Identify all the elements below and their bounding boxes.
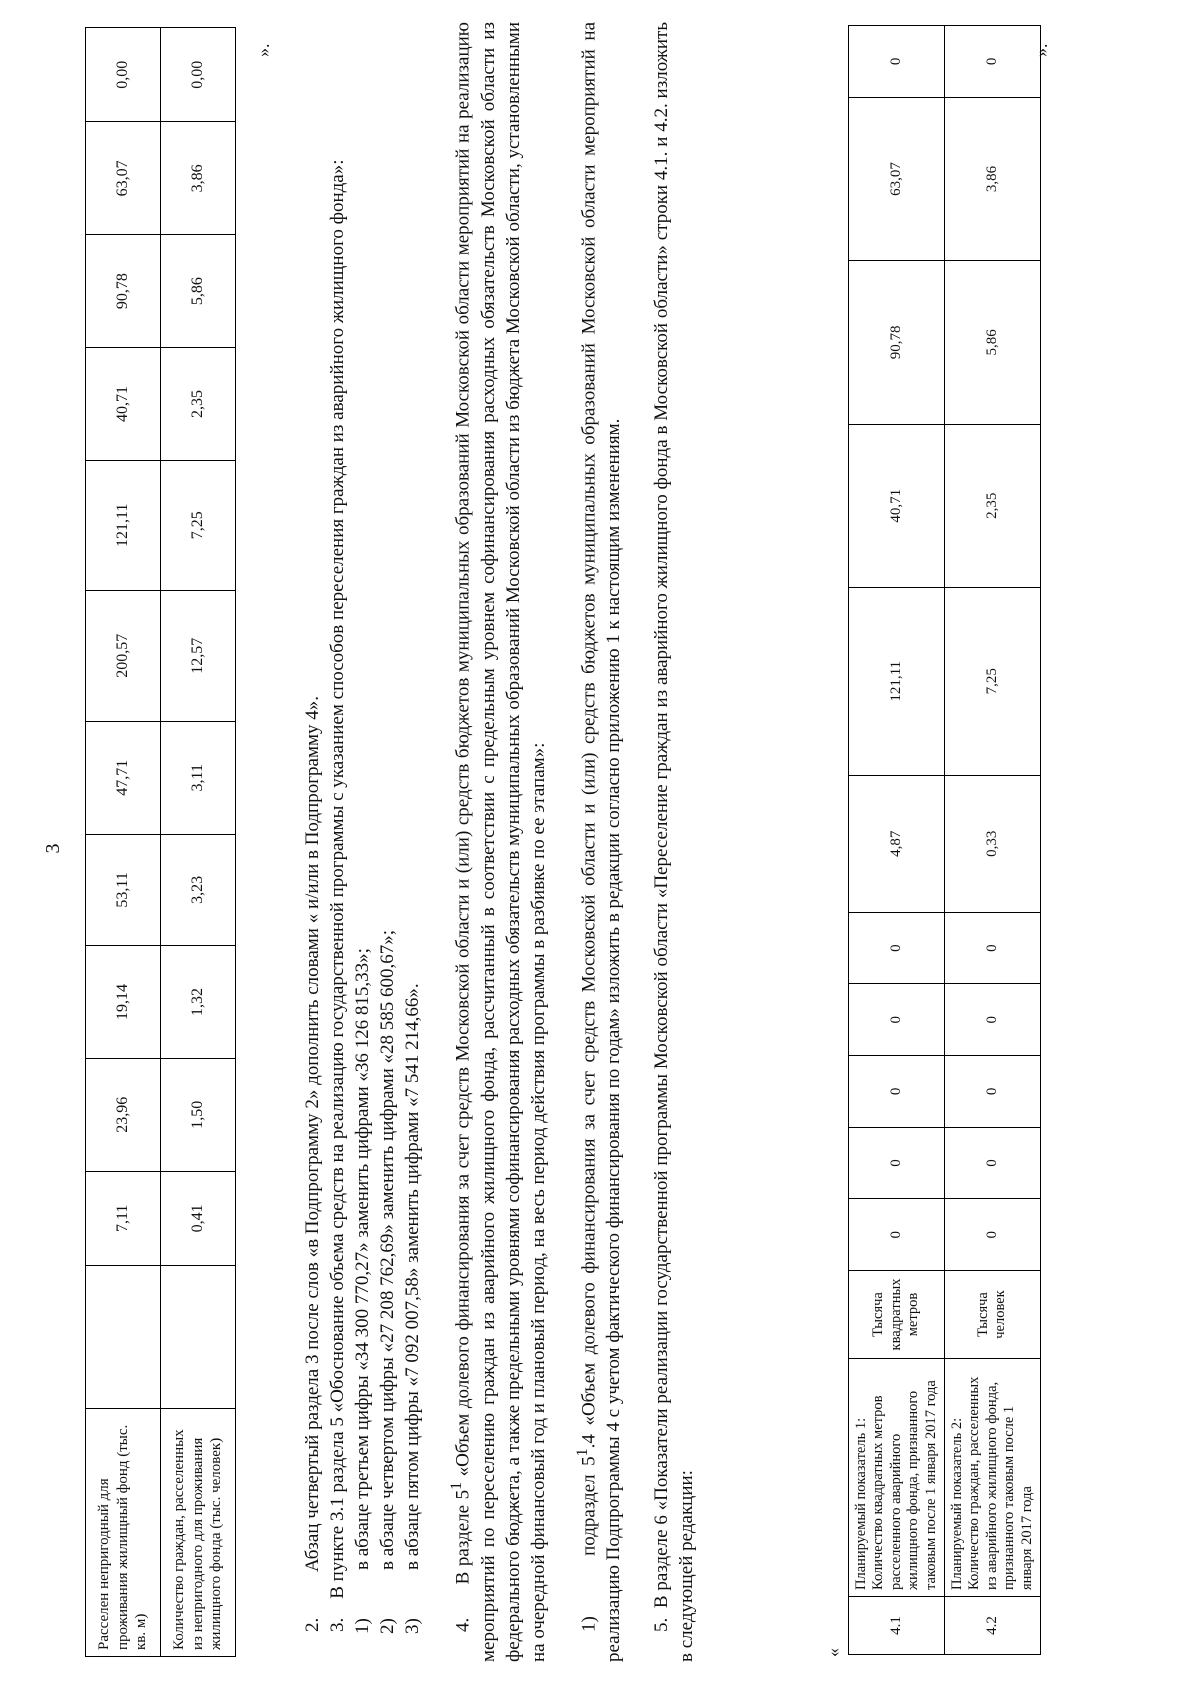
table2-cell: 90,78 (849, 261, 945, 424)
sub-2-text: в абзаце четвертом цифры «27 208 762,69» заменить цифрами «28 585 600,67»; (377, 929, 399, 1570)
table1-cell: 5,86 (161, 235, 236, 348)
table2-cell: 0 (849, 26, 945, 98)
item-4-superscript: 1 (448, 1481, 466, 1490)
table2-cell: 0 (944, 1127, 1040, 1199)
table2-cell: 121,11 (849, 587, 945, 775)
item-4-sub-text-before: подраздел 5 (578, 1456, 600, 1556)
table1-cell: 12,57 (161, 590, 236, 721)
table2-cell: 0,33 (944, 775, 1040, 912)
table2-cell: 0 (944, 1199, 1040, 1271)
item-2-number: 2. (302, 1617, 323, 1632)
table2-open-quote: « (823, 1648, 843, 1657)
item-2-text: Абзац четвертый раздела 3 после слов «в Подпрограмму 2» дополнить словами « и/или в Подпрограмму 4». (302, 696, 323, 1572)
table2-cell: 4,87 (849, 775, 945, 912)
table1-cell (161, 1266, 236, 1409)
table2-cell: 7,25 (944, 587, 1040, 775)
sub-2-number: 2) (377, 1618, 399, 1634)
sub-1-number: 1) (352, 1618, 374, 1634)
table1-cell: 3,23 (161, 834, 236, 945)
table2-row-unit: Тысяча квадратных метров (849, 1271, 945, 1359)
item-3-paragraph (325, 22, 350, 1662)
item-4-text-before: В разделе 5 (452, 1489, 474, 1585)
item-2 (300, 22, 325, 1662)
table2-cell: 0 (849, 1056, 945, 1128)
item-3 (325, 22, 350, 1662)
table2-cell: 0 (944, 26, 1040, 98)
item-4-sub-text-after: .4 «Объем долевого финансирования за счет средств Московской области и (или) средств бюджетов муниципальных образований Московской области мероприятий на реализацию Подпрограммы 4 с учетом фактического финансирования по годам» изложить в редакции согласно приложению 1 к настоящим изменениям. (578, 21, 625, 1662)
item-4-sub-superscript: 1 (574, 1448, 592, 1457)
table1-cell: 90,78 (86, 235, 161, 348)
settlement-table (85, 27, 236, 1657)
item-4-paragraph (447, 22, 551, 1662)
table2-cell: 0 (849, 1199, 945, 1271)
table1-cell: 0,41 (161, 1171, 236, 1265)
table2-row-label: Планируемый показатель 2: Количество граждан, расселенных из аварийного жилищного фонда, признанного таковым после 1 января 2017 года (944, 1359, 1040, 1597)
table2-cell: 0 (849, 1127, 945, 1199)
table1-cell: 2,35 (161, 348, 236, 461)
table1-cell: 47,71 (86, 721, 161, 834)
item-5-paragraph (649, 22, 699, 1662)
table1-cell: 1,50 (161, 1058, 236, 1171)
table1-cell: 53,11 (86, 834, 161, 945)
table1-cell: 7,25 (161, 460, 236, 590)
table1-cell: 23,96 (86, 1058, 161, 1171)
table1-cell: 19,14 (86, 946, 161, 1059)
amendments-text (300, 22, 699, 1662)
item-3-sub-3 (400, 22, 425, 1662)
table2-cell: 2,35 (944, 424, 1040, 587)
table1-cell: 3,11 (161, 721, 236, 834)
table1-row-label: Количество граждан, расселенных из непригодного для проживания жилищного фонда (тыс. человек) (161, 1409, 236, 1657)
item-3-sub-2 (375, 22, 400, 1662)
table1-cell: 63,07 (86, 122, 161, 235)
item-4-text-after: «Объем долевого финансирования за счет средств Московской области и (или) средств бюджетов муниципальных образований Московской области мероприятий на реализацию мероприятий по переселению граждан из аварийного жилищного фонда, рассчитанный в соответствии с предельным уровнем софинансирования расходных обязательств Московской области из федерального бюджета, а также предельными уровнями софинансирования расходных обязательств муниципальных образований Московской области из бюджета Московской области, установленными на очередной финансовый год и плановый период, на весь период действия программы в разбивке по ее этапам»: (452, 22, 549, 1662)
item-5-text: В разделе 6 «Показатели реализации государственной программы Московской области «Переселение граждан из аварийного жилищного фонда в Московской области» строки 4.1. и 4.2. изложить в следующей редакции: (650, 21, 697, 1662)
table1-cell: 3,86 (161, 122, 236, 235)
sub-3-number: 3) (402, 1618, 424, 1634)
table2-cell: 5,86 (944, 261, 1040, 424)
item-5-number: 5. (650, 1617, 672, 1632)
item-3-text: В пункте 3.1 раздела 5 «Обоснование объема средств на реализацию государственной программы с указанием способов переселения граждан из аварийного жилищного фонда»: (327, 159, 349, 1599)
table2-row-code: 4.2 (944, 1597, 1040, 1655)
table2-cell: 40,71 (849, 424, 945, 587)
table1-cell (86, 1266, 161, 1409)
sub-1-text: в абзаце третьем цифры «34 300 770,27» заменить цифрами «36 126 815,33»; (352, 948, 374, 1570)
item-4-sub-number: 1) (578, 1616, 600, 1632)
table1-cell: 200,57 (86, 590, 161, 721)
item-4-number: 4. (452, 1617, 474, 1632)
table1-cell: 1,32 (161, 946, 236, 1059)
table2-row-label: Планируемый показатель 1: Количество квадратных метров расселенного аварийного жилищного фонда, признанного таковым после 1 января 2017 года (849, 1359, 945, 1597)
table2-cell: 0 (944, 1056, 1040, 1128)
table2-row-unit: Тысяча человек (944, 1271, 1040, 1359)
table1-cell: 0,00 (161, 28, 236, 122)
table2-cell: 0 (944, 984, 1040, 1056)
table1-cell: 0,00 (86, 28, 161, 122)
table2-cell: 63,07 (849, 97, 945, 260)
item-3-sub-1 (350, 22, 375, 1662)
table1-cell: 7,11 (86, 1171, 161, 1265)
table1-closing-quote: ». (253, 43, 273, 57)
table2-cell: 3,86 (944, 97, 1040, 260)
page-number: 3 (42, 843, 64, 854)
table1-cell: 121,11 (86, 460, 161, 590)
table2-row (944, 26, 1040, 1655)
table1-cell: 40,71 (86, 348, 161, 461)
indicators-table (848, 25, 1041, 1655)
table2-row (849, 26, 945, 1655)
table2-cell: 0 (849, 984, 945, 1056)
table2-closing-quote: ». (1031, 43, 1051, 57)
sub-3-text: в абзаце пятом цифры «7 092 007,58» заменить цифрами «7 541 214,66». (402, 983, 424, 1570)
item-3-number: 3. (327, 1617, 349, 1632)
table2-cell: 0 (849, 912, 945, 984)
table2-row-code: 4.1 (849, 1597, 945, 1655)
table1-row (86, 28, 161, 1657)
table1-row-label: Расселен непригодный для проживания жилищный фонд (тыс. кв. м) (86, 1409, 161, 1657)
table2-cell: 0 (944, 912, 1040, 984)
table1-row (161, 28, 236, 1657)
item-4-sub-1 (573, 22, 626, 1662)
